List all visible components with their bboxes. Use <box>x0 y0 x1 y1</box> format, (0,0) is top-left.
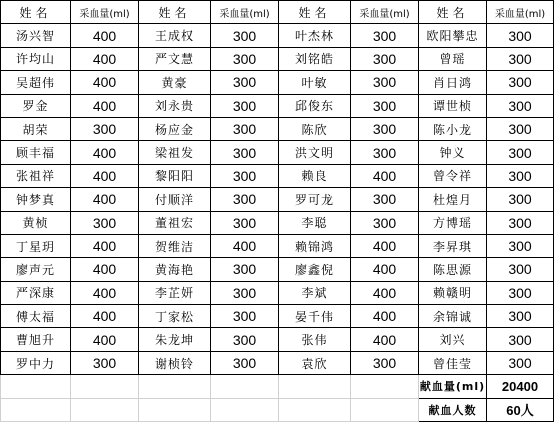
donor-name-cell: 罗中力 <box>1 351 71 374</box>
donor-name-cell: 钟梦真 <box>1 188 71 211</box>
donor-name-cell: 余锦诚 <box>419 305 487 328</box>
donation-volume-cell: 300 <box>71 211 139 234</box>
header-volume-3: 采血量(ml) <box>351 1 419 24</box>
donation-volume-cell: 300 <box>487 71 554 94</box>
donation-volume-cell: 300 <box>211 211 279 234</box>
donation-volume-cell: 300 <box>487 328 554 351</box>
donor-name-cell: 钟义 <box>419 141 487 164</box>
donor-name-cell: 黄桢 <box>1 211 71 234</box>
donation-volume-cell: 300 <box>351 117 419 140</box>
donor-name-cell: 傅太福 <box>1 305 71 328</box>
table-row <box>1 188 554 211</box>
donation-volume-cell: 300 <box>351 94 419 117</box>
table-row <box>1 351 554 374</box>
table-row <box>1 24 554 47</box>
donation-volume-cell: 400 <box>351 328 419 351</box>
donor-name-cell: 谭世桢 <box>419 94 487 117</box>
table-row <box>1 47 554 70</box>
donor-name-cell: 严文慧 <box>139 47 211 70</box>
donation-volume-cell: 400 <box>351 305 419 328</box>
donor-name-cell: 严深康 <box>1 281 71 304</box>
summary-row-count <box>1 398 554 421</box>
donor-name-cell: 刘永贵 <box>139 94 211 117</box>
donor-name-cell: 洪文明 <box>279 141 351 164</box>
donation-volume-cell: 300 <box>487 47 554 70</box>
donation-volume-cell: 300 <box>211 94 279 117</box>
donation-volume-cell: 300 <box>211 188 279 211</box>
header-name-1: 姓名 <box>1 1 71 24</box>
table-row <box>1 211 554 234</box>
donation-volume-cell: 300 <box>487 24 554 47</box>
donation-volume-cell: 300 <box>211 258 279 281</box>
donor-name-cell: 廖鑫倪 <box>279 258 351 281</box>
table-row <box>1 305 554 328</box>
table-row <box>1 141 554 164</box>
donation-volume-cell: 300 <box>351 47 419 70</box>
header-name-2: 姓名 <box>139 1 211 24</box>
donor-name-cell: 顾丰福 <box>1 141 71 164</box>
empty-cell <box>211 398 279 421</box>
donor-name-cell: 丁家松 <box>139 305 211 328</box>
donation-volume-cell: 300 <box>71 117 139 140</box>
total-volume-value: 20400 <box>487 375 554 398</box>
table-row <box>1 164 554 187</box>
donation-volume-cell: 300 <box>211 164 279 187</box>
donor-name-cell: 赖锦鸿 <box>279 234 351 257</box>
header-name-3: 姓名 <box>279 1 351 24</box>
empty-cell <box>71 398 139 421</box>
table-body <box>1 1 554 422</box>
donor-name-cell: 付顺洋 <box>139 188 211 211</box>
donation-volume-cell: 400 <box>351 234 419 257</box>
donor-name-cell: 曾佳莹 <box>419 351 487 374</box>
header-row <box>1 1 554 24</box>
donor-name-cell: 李聪 <box>279 211 351 234</box>
donor-name-cell: 赖赣明 <box>419 281 487 304</box>
header-name-4: 姓名 <box>419 1 487 24</box>
donation-volume-cell: 400 <box>71 328 139 351</box>
donation-volume-cell: 300 <box>211 141 279 164</box>
donor-name-cell: 曾瑶 <box>419 47 487 70</box>
header-volume-1: 采血量(ml) <box>71 1 139 24</box>
donation-volume-cell: 300 <box>351 211 419 234</box>
donor-name-cell: 罗金 <box>1 94 71 117</box>
donor-name-cell: 叶敏 <box>279 71 351 94</box>
donation-volume-cell: 300 <box>487 258 554 281</box>
donor-name-cell: 方博瑶 <box>419 211 487 234</box>
donation-volume-cell: 300 <box>487 141 554 164</box>
table-row <box>1 71 554 94</box>
table-row <box>1 258 554 281</box>
donation-volume-cell: 300 <box>351 351 419 374</box>
summary-row-volume <box>1 375 554 398</box>
table-row <box>1 94 554 117</box>
donation-volume-cell: 300 <box>211 281 279 304</box>
donation-volume-cell: 300 <box>211 328 279 351</box>
donor-name-cell: 朱龙坤 <box>139 328 211 351</box>
donation-volume-cell: 400 <box>71 258 139 281</box>
donation-volume-cell: 300 <box>487 351 554 374</box>
donation-volume-cell: 300 <box>351 188 419 211</box>
donor-name-cell: 曹旭升 <box>1 328 71 351</box>
donation-volume-cell: 300 <box>71 351 139 374</box>
donation-volume-cell: 300 <box>211 117 279 140</box>
donor-name-cell: 邱俊东 <box>279 94 351 117</box>
donation-volume-cell: 400 <box>351 281 419 304</box>
donor-name-cell: 贺维洁 <box>139 234 211 257</box>
donation-volume-cell: 400 <box>211 234 279 257</box>
empty-cell <box>1 375 71 398</box>
empty-cell <box>139 375 211 398</box>
donation-volume-cell: 300 <box>487 94 554 117</box>
donation-volume-cell: 300 <box>211 47 279 70</box>
donor-name-cell: 吴超伟 <box>1 71 71 94</box>
donor-name-cell: 丁星玥 <box>1 234 71 257</box>
donor-name-cell: 黄豪 <box>139 71 211 94</box>
donation-volume-cell: 400 <box>71 94 139 117</box>
donor-name-cell: 黄海艳 <box>139 258 211 281</box>
donation-volume-cell: 300 <box>487 211 554 234</box>
donor-name-cell: 李昇琪 <box>419 234 487 257</box>
donation-volume-cell: 300 <box>487 281 554 304</box>
donor-name-cell: 罗可龙 <box>279 188 351 211</box>
donor-name-cell: 张祖祥 <box>1 164 71 187</box>
donation-volume-cell: 400 <box>351 258 419 281</box>
donor-name-cell: 李芷妍 <box>139 281 211 304</box>
donation-volume-cell: 300 <box>351 71 419 94</box>
donor-name-cell: 许均山 <box>1 47 71 70</box>
donation-volume-cell: 400 <box>351 164 419 187</box>
donor-name-cell: 黎阳阳 <box>139 164 211 187</box>
empty-cell <box>351 375 419 398</box>
donor-name-cell: 梁祖发 <box>139 141 211 164</box>
donation-volume-cell: 300 <box>211 305 279 328</box>
table-row <box>1 281 554 304</box>
donor-name-cell: 董祖宏 <box>139 211 211 234</box>
table-row <box>1 117 554 140</box>
table-row <box>1 328 554 351</box>
donor-count-label: 献血人数 <box>419 398 487 421</box>
donor-count-value: 60人 <box>487 398 554 421</box>
donor-name-cell: 胡荣 <box>1 117 71 140</box>
donor-name-cell: 肖日鸿 <box>419 71 487 94</box>
donor-name-cell: 欧阳攀忠 <box>419 24 487 47</box>
donation-volume-cell: 300 <box>487 164 554 187</box>
donor-name-cell: 刘兴 <box>419 328 487 351</box>
donor-name-cell: 曾令祥 <box>419 164 487 187</box>
donation-volume-cell: 300 <box>211 351 279 374</box>
donor-name-cell: 李斌 <box>279 281 351 304</box>
donation-volume-cell: 300 <box>211 24 279 47</box>
donation-volume-cell: 300 <box>487 234 554 257</box>
donor-name-cell: 王成权 <box>139 24 211 47</box>
donor-name-cell: 刘铭皓 <box>279 47 351 70</box>
total-volume-label: 献血量(ml) <box>419 375 487 398</box>
donation-volume-cell: 400 <box>71 141 139 164</box>
donation-volume-cell: 400 <box>71 281 139 304</box>
donor-name-cell: 杨应金 <box>139 117 211 140</box>
donation-volume-cell: 400 <box>71 71 139 94</box>
empty-cell <box>1 398 71 421</box>
donor-name-cell: 杜煌月 <box>419 188 487 211</box>
donor-name-cell: 叶杰林 <box>279 24 351 47</box>
donor-name-cell: 陈思源 <box>419 258 487 281</box>
donor-name-cell: 袁欣 <box>279 351 351 374</box>
empty-cell <box>279 375 351 398</box>
empty-cell <box>139 398 211 421</box>
table-row <box>1 234 554 257</box>
donor-name-cell: 廖声元 <box>1 258 71 281</box>
donation-volume-cell: 300 <box>211 71 279 94</box>
empty-cell <box>71 375 139 398</box>
donor-name-cell: 晏千伟 <box>279 305 351 328</box>
donation-volume-cell: 300 <box>351 141 419 164</box>
donation-volume-cell: 400 <box>71 47 139 70</box>
donation-volume-cell: 300 <box>351 24 419 47</box>
donation-volume-cell: 400 <box>71 234 139 257</box>
donation-volume-cell: 300 <box>487 188 554 211</box>
donor-name-cell: 汤兴智 <box>1 24 71 47</box>
empty-cell <box>211 375 279 398</box>
donation-volume-cell: 400 <box>71 164 139 187</box>
header-volume-2: 采血量(ml) <box>211 1 279 24</box>
donor-name-cell: 张伟 <box>279 328 351 351</box>
donation-volume-cell: 300 <box>487 117 554 140</box>
donor-name-cell: 陈欣 <box>279 117 351 140</box>
donation-volume-cell: 300 <box>487 305 554 328</box>
header-volume-4: 采血量(ml) <box>487 1 554 24</box>
empty-cell <box>279 398 351 421</box>
donation-volume-cell: 400 <box>71 24 139 47</box>
donation-volume-cell: 400 <box>71 305 139 328</box>
donor-name-cell: 赖良 <box>279 164 351 187</box>
empty-cell <box>351 398 419 421</box>
donor-name-cell: 陈小龙 <box>419 117 487 140</box>
donation-volume-cell: 400 <box>71 188 139 211</box>
donor-name-cell: 谢桢铃 <box>139 351 211 374</box>
